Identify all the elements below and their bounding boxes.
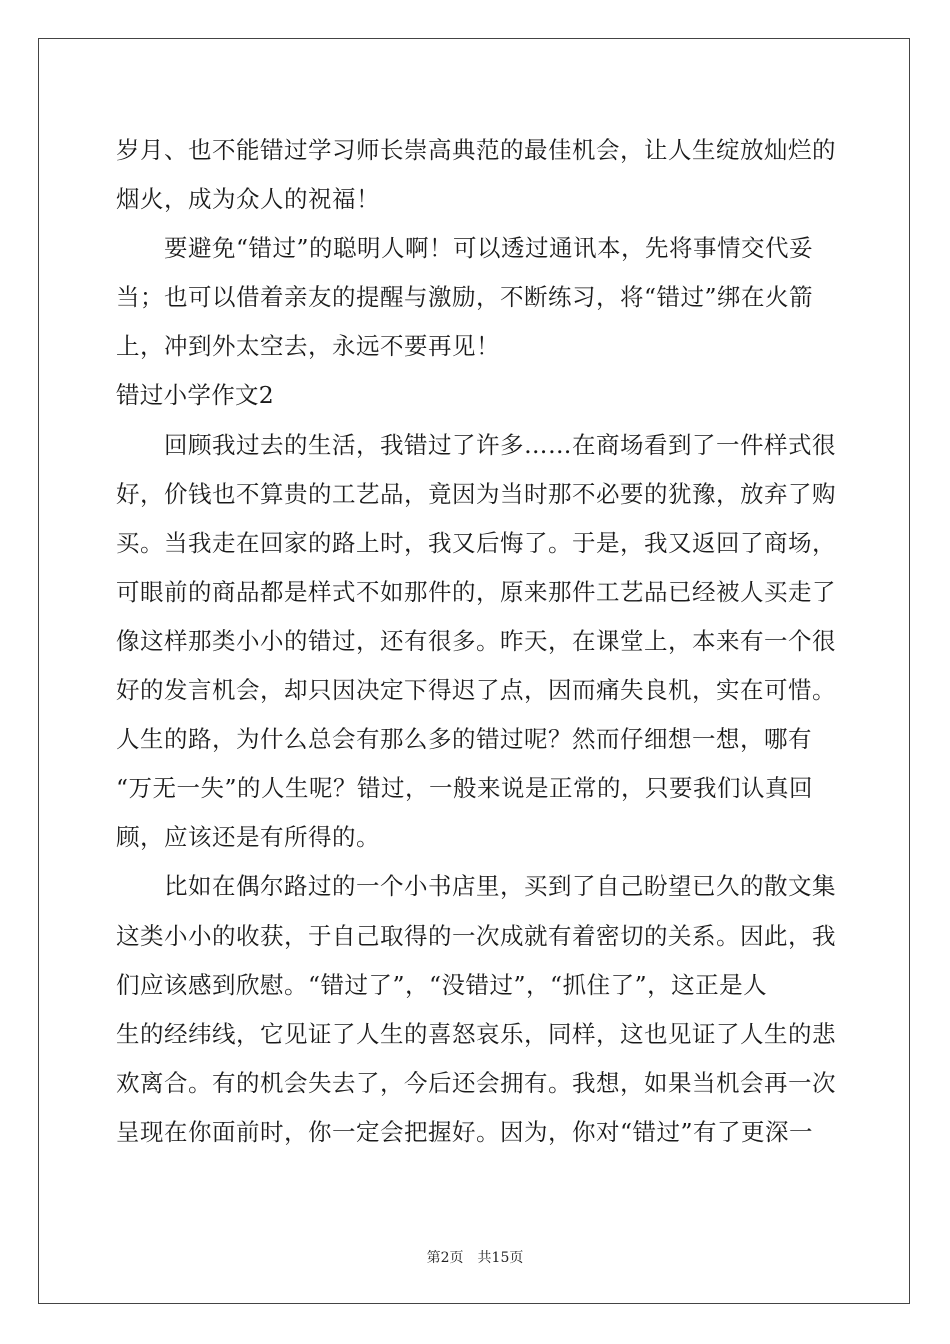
- text-line: “万无一失”的人生呢？错过，一般来说是正常的，只要我们认真回: [116, 774, 814, 803]
- text-line: 当；也可以借着亲友的提醒与激励，不断练习，将“错过”绑在火箭: [116, 283, 814, 312]
- text-line: 比如在偶尔路过的一个小书店里，买到了自己盼望已久的散文集: [164, 872, 836, 901]
- page-footer: [0, 1247, 950, 1267]
- text-line: 买。当我走在回家的路上时，我又后悔了。于是，我又返回了商场，: [116, 528, 836, 557]
- text-line: 欢离合。有的机会失去了，今后还会拥有。我想，如果当机会再一次: [116, 1068, 836, 1097]
- section-heading: 错过小学作文2: [116, 381, 275, 410]
- text-line: 上，冲到外太空去，永远不要再见！: [116, 332, 500, 361]
- text-line: 生的经纬线，它见证了人生的喜怒哀乐，同样，这也见证了人生的悲: [116, 1019, 836, 1048]
- text-line: 好，价钱也不算贵的工艺品，竟因为当时那不必要的犹豫，放弃了购: [116, 479, 836, 508]
- text-line: 顾，应该还是有所得的。: [116, 823, 380, 852]
- text-line: 要避免“错过”的聪明人啊！可以透过通讯本，先将事情交代妥: [164, 234, 814, 263]
- page-number-label: 第2页 共15页: [426, 1250, 524, 1266]
- document-body: [116, 126, 836, 1157]
- text-line: 呈现在你面前时，你一定会把握好。因为，你对“错过”有了更深一: [116, 1117, 814, 1146]
- text-line: 们应该感到欣慰。“错过了”，“没错过”，“抓住了”，这正是人: [116, 970, 768, 999]
- text-line: 回顾我过去的生活，我错过了许多……在商场看到了一件样式很: [164, 430, 836, 459]
- text-line: 人生的路，为什么总会有那么多的错过呢？然而仔细想一想，哪有: [116, 725, 812, 754]
- text-line: 岁月、也不能错过学习师长崇高典范的最佳机会，让人生绽放灿烂的: [116, 136, 836, 164]
- text-line: 这类小小的收获，于自己取得的一次成就有着密切的关系。因此，我: [116, 921, 836, 950]
- text-line: 烟火，成为众人的祝福！: [116, 185, 380, 214]
- text-line: 好的发言机会，却只因决定下得迟了点，因而痛失良机，实在可惜。: [116, 676, 836, 705]
- text-line: 像这样那类小小的错过，还有很多。昨天，在课堂上，本来有一个很: [116, 626, 836, 655]
- text-line: 可眼前的商品都是样式不如那件的，原来那件工艺品已经被人买走了: [116, 577, 836, 606]
